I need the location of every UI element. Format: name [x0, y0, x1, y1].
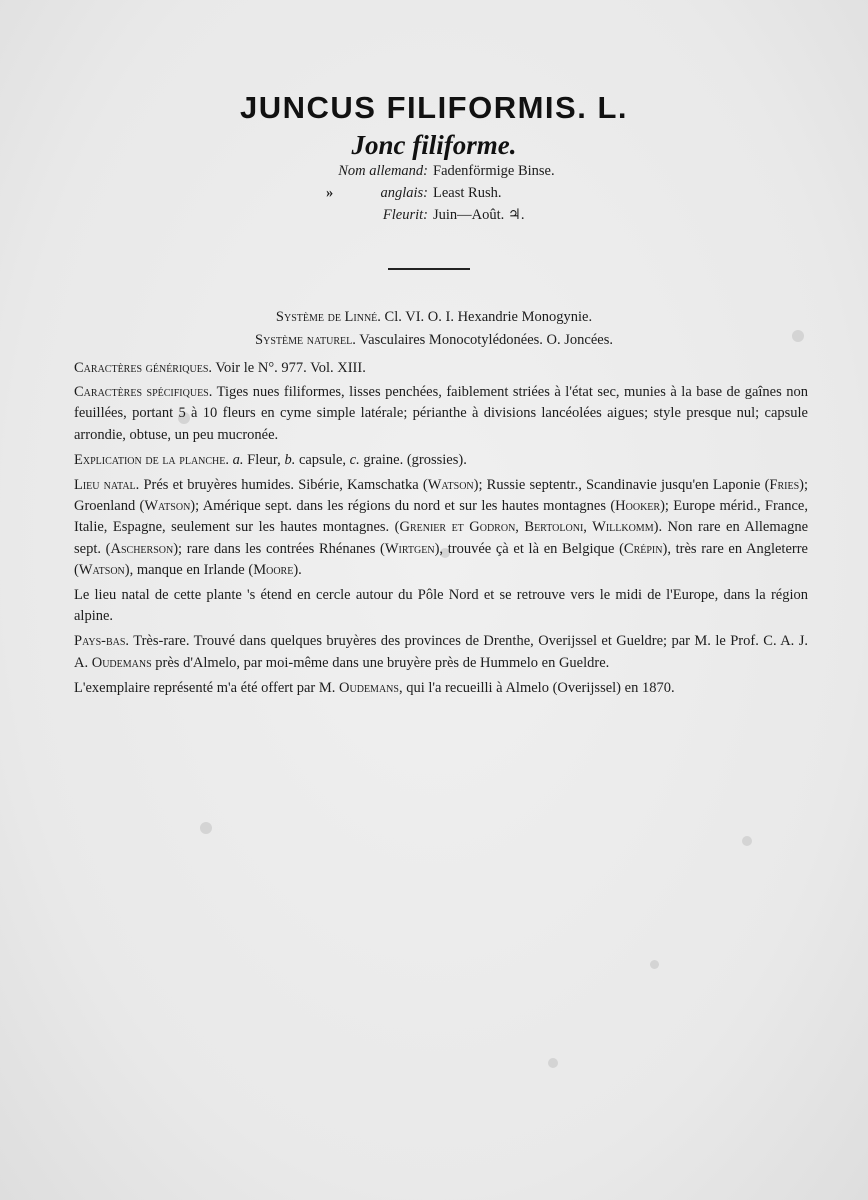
habitat-text: ), très rare en Angleterre ( — [74, 540, 808, 578]
generic-characters-text: Voir le N°. 977. Vol. XIII. — [215, 360, 366, 376]
natural-system — [0, 332, 868, 349]
plate-explanation — [74, 450, 808, 471]
habitat-text: ), trouvée çà et là en Belgique ( — [434, 540, 624, 557]
english-name-row — [0, 185, 868, 207]
author-name: Grenier et Godron, Bertoloni, Willkomm — [399, 519, 654, 536]
divider-rule — [388, 268, 470, 270]
specific-characters — [74, 382, 808, 446]
paper-speck — [650, 960, 659, 969]
netherlands-paragraph — [74, 631, 808, 673]
netherlands-text: Très-rare. Trouvé dans quelques bruyères des provinces de Drenthe, Overijssel et Gueldre; par M. le Prof. C. A. J. A. — [74, 633, 808, 671]
specimen-paragraph — [74, 678, 808, 699]
page-subtitle: Jonc filiforme. — [351, 130, 517, 160]
author-name: Moore — [253, 561, 294, 578]
author-name: Oudemans — [339, 679, 399, 696]
habitat-text: ); Russie septentr., Scandinavie jusqu'en Laponie ( — [473, 477, 770, 494]
author-name: Fries — [769, 477, 800, 494]
author-name: Ascherson — [110, 540, 174, 557]
ditto-mark: » — [326, 185, 334, 201]
linne-system-text: Cl. VI. O. I. Hexandrie Monogynie. — [384, 309, 593, 325]
author-name: Wirtgen — [384, 540, 435, 557]
plate-explanation-label: Explication de la planche. — [74, 451, 230, 468]
flowering-value: Juin—Août. ♃. — [433, 207, 525, 223]
native-habitat-label: Lieu natal. — [74, 477, 140, 494]
habitat-text: ). Non rare en Allemagne sept. ( — [74, 519, 809, 557]
habitat-text: ); Europe mérid., France, Italie, Espagne, seulement sur les hautes montagnes. ( — [74, 498, 808, 536]
english-name-value: Least Rush. — [433, 185, 502, 201]
body-text — [74, 358, 808, 703]
author-name: Watson — [427, 477, 474, 494]
specimen-text: , qui l'a recueilli à Almelo (Overijssel) en 1870. — [398, 679, 675, 696]
german-name-label: Nom allemand: — [338, 163, 428, 179]
specimen-text: L'exemplaire représenté m'a été offert par M. — [74, 679, 340, 696]
german-name-value: Fadenförmige Binse. — [433, 163, 555, 179]
author-name: Watson — [78, 561, 125, 578]
linne-system — [0, 309, 868, 326]
common-names — [0, 163, 868, 229]
habitat-text: Prés et bruyères humides. Sibérie, Kamschatka ( — [143, 477, 428, 494]
paper-speck — [548, 1058, 558, 1068]
page-title: JUNCUS FILIFORMIS. L. — [240, 90, 628, 125]
german-name-row — [0, 163, 868, 185]
english-name-label: anglais: — [380, 185, 428, 201]
plate-key-c: c. — [349, 451, 360, 468]
habitat-text: ); Groenland ( — [74, 477, 808, 515]
netherlands-label: Pays-bas. — [74, 633, 130, 650]
author-name: Oudemans — [91, 654, 152, 671]
generic-characters — [74, 358, 808, 379]
natural-system-label: Système naturel. — [255, 332, 356, 348]
plate-text-b: capsule, — [298, 451, 347, 468]
linne-system-label: Système de Linné. — [275, 309, 381, 325]
specific-characters-text: Tiges nues filiformes, lisses penchées, faiblement striées à l'état sec, munies à la base de gaînes non feuillées, portant 5 à 10 fleurs en cyme simple latérale; périanthe à divisions lancéolées aigues; style presque nul; capsule arrondie, obtuse, un peu mucronée. — [74, 384, 808, 443]
author-name: Watson — [144, 498, 191, 515]
author-name: Hooker — [615, 498, 661, 515]
habitat-text: ); rare dans les contrées Rhénanes ( — [173, 540, 385, 557]
flowering-row — [0, 207, 868, 229]
habitat-text: ). — [293, 561, 302, 578]
distribution-paragraph: Le lieu natal de cette plante 's étend en cercle autour du Pôle Nord et se retrouve vers le midi de l'Europe, dans la région alpine. — [74, 587, 808, 625]
habitat-text: ); Amérique sept. dans les régions du nord et sur les hautes montagnes ( — [190, 498, 616, 515]
natural-system-text: Vasculaires Monocotylédonées. O. Joncées. — [359, 332, 613, 348]
author-name: Crépin — [623, 540, 663, 557]
netherlands-text: près d'Almelo, par moi-même dans une bruyère près de Hummelo en Gueldre. — [151, 654, 610, 671]
flowering-label: Fleurit: — [382, 207, 428, 223]
paper-speck — [200, 822, 212, 834]
habitat-text: ), manque en Irlande ( — [124, 561, 254, 578]
paper-speck — [742, 836, 752, 846]
specific-characters-label: Caractères spécifiques. — [74, 384, 213, 401]
plate-key-b: b. — [284, 451, 296, 468]
generic-characters-label: Caractères génériques. — [74, 360, 213, 376]
plate-text-a: Fleur, — [247, 451, 281, 468]
native-habitat — [74, 475, 808, 581]
plate-key-a: a. — [232, 451, 244, 468]
plate-text-c: graine. (grossies). — [363, 451, 467, 468]
